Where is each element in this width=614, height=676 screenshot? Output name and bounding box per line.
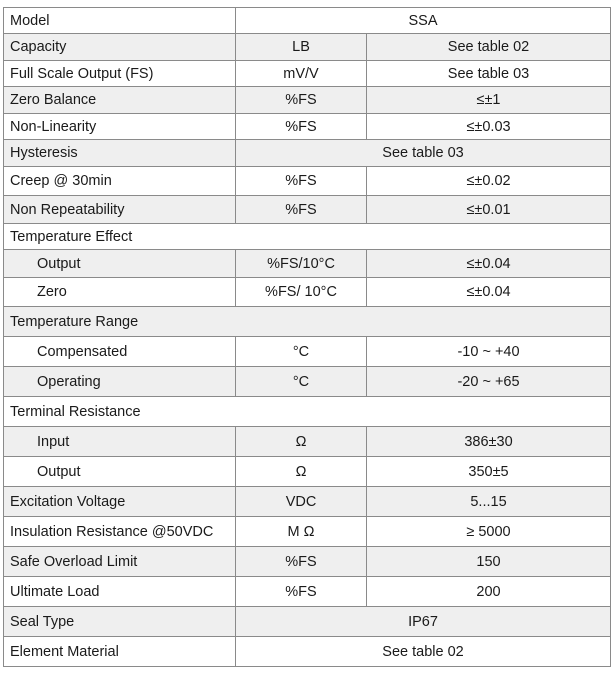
spec-value: See table 02 [367, 34, 611, 61]
spec-label: Capacity [4, 34, 236, 61]
spec-unit: %FS/10°C [236, 250, 367, 278]
spec-value: See table 03 [236, 140, 611, 167]
spec-row [4, 34, 611, 61]
spec-label: Zero Balance [4, 87, 236, 114]
spec-label: Temperature Effect [4, 224, 611, 250]
spec-value: -20 ~ +65 [367, 367, 611, 397]
spec-label: Output [4, 250, 236, 278]
spec-unit: %FS [236, 87, 367, 114]
spec-value: ≥ 5000 [367, 517, 611, 547]
spec-unit: VDC [236, 487, 367, 517]
spec-unit: %FS/ 10°C [236, 278, 367, 307]
spec-row [4, 140, 611, 167]
spec-label: Insulation Resistance @50VDC [4, 517, 236, 547]
spec-row [4, 337, 611, 367]
spec-value: ≤±0.01 [367, 196, 611, 224]
spec-label: Operating [4, 367, 236, 397]
spec-unit: %FS [236, 196, 367, 224]
spec-value: IP67 [236, 607, 611, 637]
spec-value: ≤±1 [367, 87, 611, 114]
spec-row [4, 397, 611, 427]
spec-row [4, 250, 611, 278]
spec-label: Full Scale Output (FS) [4, 61, 236, 87]
spec-label: Non Repeatability [4, 196, 236, 224]
spec-table-body [4, 8, 611, 667]
spec-value: SSA [236, 8, 611, 34]
spec-value: ≤±0.02 [367, 167, 611, 196]
spec-row [4, 278, 611, 307]
spec-row [4, 114, 611, 140]
spec-value: 386±30 [367, 427, 611, 457]
spec-unit: °C [236, 337, 367, 367]
spec-label: Ultimate Load [4, 577, 236, 607]
spec-unit: %FS [236, 167, 367, 196]
spec-value: -10 ~ +40 [367, 337, 611, 367]
spec-row [4, 547, 611, 577]
spec-row [4, 517, 611, 547]
spec-value: See table 03 [367, 61, 611, 87]
spec-row [4, 637, 611, 667]
spec-row [4, 61, 611, 87]
spec-label: Seal Type [4, 607, 236, 637]
spec-value: 200 [367, 577, 611, 607]
spec-row [4, 367, 611, 397]
spec-label: Input [4, 427, 236, 457]
spec-row [4, 167, 611, 196]
spec-value: 5...15 [367, 487, 611, 517]
spec-value: ≤±0.04 [367, 250, 611, 278]
spec-label: Temperature Range [4, 307, 611, 337]
spec-unit: M Ω [236, 517, 367, 547]
spec-unit: %FS [236, 577, 367, 607]
spec-label: Non-Linearity [4, 114, 236, 140]
spec-table [3, 7, 611, 667]
spec-label: Model [4, 8, 236, 34]
spec-label: Compensated [4, 337, 236, 367]
spec-value: ≤±0.04 [367, 278, 611, 307]
spec-label: Output [4, 457, 236, 487]
spec-label: Element Material [4, 637, 236, 667]
spec-label: Safe Overload Limit [4, 547, 236, 577]
spec-label: Creep @ 30min [4, 167, 236, 196]
spec-unit: °C [236, 367, 367, 397]
spec-row [4, 487, 611, 517]
spec-unit: Ω [236, 457, 367, 487]
spec-row [4, 577, 611, 607]
spec-value: See table 02 [236, 637, 611, 667]
spec-row [4, 87, 611, 114]
spec-value: 150 [367, 547, 611, 577]
spec-row [4, 457, 611, 487]
spec-unit: %FS [236, 114, 367, 140]
spec-label: Excitation Voltage [4, 487, 236, 517]
spec-row [4, 307, 611, 337]
spec-label: Terminal Resistance [4, 397, 611, 427]
spec-unit: %FS [236, 547, 367, 577]
spec-value: 350±5 [367, 457, 611, 487]
spec-value: ≤±0.03 [367, 114, 611, 140]
spec-row [4, 427, 611, 457]
spec-row [4, 196, 611, 224]
spec-row [4, 8, 611, 34]
spec-unit: LB [236, 34, 367, 61]
spec-row [4, 224, 611, 250]
spec-unit: Ω [236, 427, 367, 457]
spec-unit: mV/V [236, 61, 367, 87]
spec-row [4, 607, 611, 637]
spec-label: Hysteresis [4, 140, 236, 167]
spec-label: Zero [4, 278, 236, 307]
